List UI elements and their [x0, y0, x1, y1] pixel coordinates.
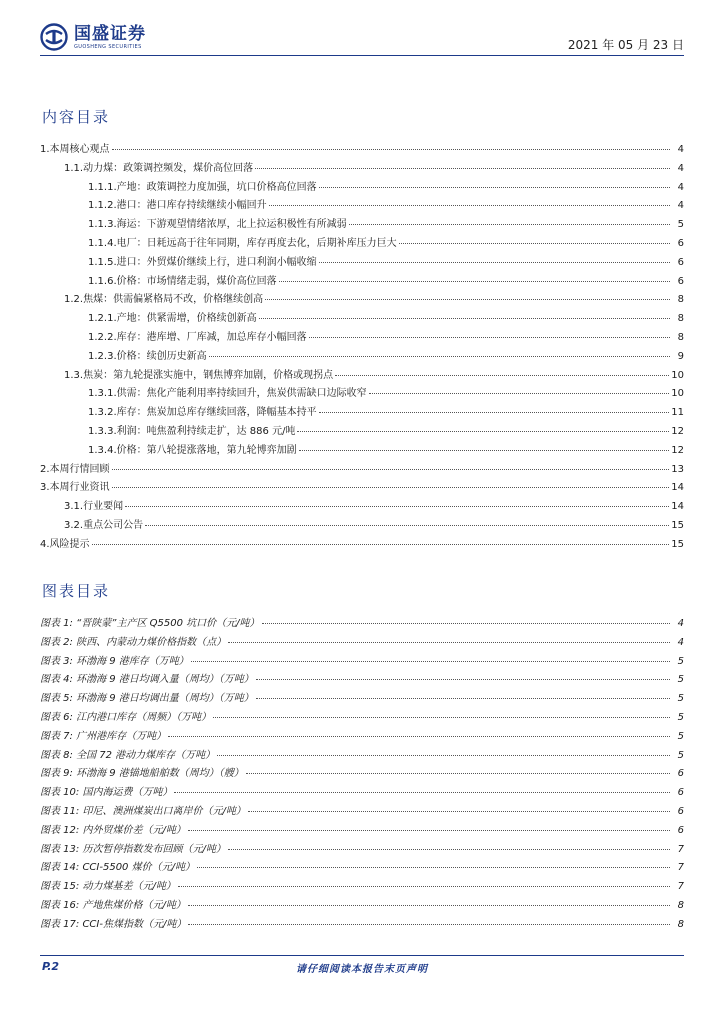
figure-entry-page-number: 6	[677, 787, 684, 799]
figure-entry[interactable]	[40, 746, 684, 765]
toc-entry-title: 1.3.4.价格：第八轮提涨落地，第九轮博弈加剧	[88, 444, 297, 456]
table-of-contents	[40, 140, 684, 554]
dot-leader	[248, 811, 670, 812]
toc-entry-title: 1.3.焦炭：第九轮提涨实施中，钢焦博弈加剧，价格或现拐点	[64, 369, 334, 381]
figure-entry-title: 图表 12: 内外贸煤价差（元/吨）	[40, 824, 186, 836]
footer-divider	[40, 955, 684, 956]
toc-entry-title: 1.3.3.利润：吨焦盈利持续走扩，达 886 元/吨	[88, 425, 296, 437]
page-header	[0, 0, 724, 58]
dot-leader	[174, 792, 670, 793]
figure-entry[interactable]	[40, 877, 684, 896]
toc-entry-title: 1.2.1.产地：供紧需增，价格续创新高	[88, 313, 257, 325]
dot-leader	[335, 375, 669, 376]
toc-entry-title: 1.1.4.电厂：日耗远高于往年同期，库存再度去化，后期补库压力巨大	[88, 237, 397, 249]
toc-entry[interactable]	[40, 497, 684, 516]
figure-entry-title: 图表 16: 产地焦煤价格（元/吨）	[40, 899, 186, 911]
header-divider	[40, 55, 684, 56]
dot-leader	[399, 243, 670, 244]
dot-leader	[256, 698, 670, 699]
toc-entry-page-number: 8	[677, 331, 684, 343]
figure-entry-page-number: 6	[677, 805, 684, 817]
figure-entry[interactable]	[40, 633, 684, 652]
company-logo	[40, 20, 146, 54]
toc-entry-title: 3.2.重点公司公告	[64, 519, 144, 531]
dot-leader	[197, 867, 670, 868]
figure-entry[interactable]	[40, 802, 684, 821]
figure-entry-page-number: 5	[677, 674, 684, 686]
figure-entry-page-number: 6	[677, 768, 684, 780]
toc-entry-title: 3.本周行业资讯	[40, 482, 110, 494]
figure-entry-page-number: 8	[677, 918, 684, 930]
dot-leader	[188, 905, 670, 906]
toc-entry[interactable]	[40, 196, 684, 215]
figure-entry-page-number: 7	[677, 862, 684, 874]
dot-leader	[217, 755, 670, 756]
figure-entry[interactable]	[40, 821, 684, 840]
toc-entry[interactable]	[40, 384, 684, 403]
toc-entry-page-number: 6	[677, 256, 684, 268]
figure-entry-title: 图表 4: 环渤海 9 港日均调入量（周均）（万吨）	[40, 674, 254, 686]
toc-entry-page-number: 8	[677, 294, 684, 306]
figure-entry-title: 图表 15: 动力煤基差（元/吨）	[40, 881, 176, 893]
dot-leader	[259, 318, 670, 319]
figure-entry-title: 图表 5: 环渤海 9 港日均调出量（周均）（万吨）	[40, 693, 254, 705]
figure-entry-title: 图表 7: 广州港库存（万吨）	[40, 730, 167, 742]
figure-entry-title: 图表 1: “晋陕蒙”主产区 Q5500 坑口价（元/吨）	[40, 618, 260, 629]
figure-entry-title: 图表 14: CCI-5500 煤价（元/吨）	[40, 862, 195, 874]
toc-entry[interactable]	[40, 159, 684, 178]
figure-entry-page-number: 4	[677, 618, 684, 629]
figures-title: 图表目录	[42, 582, 111, 600]
figure-entry-page-number: 5	[677, 711, 684, 723]
figure-entry-page-number: 5	[677, 749, 684, 761]
figure-entry-title: 图表 13: 历次暂停指数发布回顾（元/吨）	[40, 843, 226, 855]
figure-entry[interactable]	[40, 840, 684, 859]
dot-leader	[228, 642, 670, 643]
figure-entry-page-number: 5	[677, 730, 684, 742]
brand-name: 国盛证券	[74, 23, 146, 44]
dot-leader	[112, 469, 670, 470]
toc-entry-title: 1.2.2.库存：港库增、厂库减，加总库存小幅回落	[88, 331, 307, 343]
dot-leader	[309, 337, 670, 338]
toc-entry[interactable]	[40, 272, 684, 291]
dot-leader	[319, 262, 670, 263]
dot-leader	[246, 773, 670, 774]
figure-entry[interactable]	[40, 689, 684, 708]
toc-entry[interactable]	[40, 234, 684, 253]
dot-leader	[209, 356, 670, 357]
dot-leader	[145, 525, 669, 526]
figure-list	[40, 614, 684, 934]
toc-entry-page-number: 4	[677, 162, 684, 174]
dot-leader	[125, 506, 669, 507]
dot-leader	[299, 450, 670, 451]
toc-entry-title: 1.2.焦煤：供需偏紧格局不改，价格继续创高	[64, 294, 264, 306]
dot-leader	[191, 661, 670, 662]
figure-entry[interactable]	[40, 858, 684, 877]
toc-entry-page-number: 12	[671, 425, 684, 437]
figure-entry-title: 图表 6: 江内港口库存（周频）（万吨）	[40, 711, 212, 723]
figure-entry-title: 图表 2: 陕西、内蒙动力煤价格指数（点）	[40, 636, 227, 648]
toc-entry[interactable]	[40, 347, 684, 366]
figure-entry[interactable]	[40, 708, 684, 727]
toc-entry-title: 1.1.5.进口：外贸煤价继续上行，进口利润小幅收缩	[88, 256, 317, 268]
toc-entry[interactable]	[40, 140, 684, 159]
toc-entry[interactable]	[40, 478, 684, 497]
report-date: 2021 年 05 月 23 日	[567, 38, 684, 52]
toc-entry-page-number: 4	[677, 181, 684, 193]
dot-leader	[262, 623, 671, 624]
figure-entry-title: 图表 10: 国内海运费（万吨）	[40, 787, 173, 799]
toc-entry-title: 1.1.3.海运：下游观望情绪浓厚，北上拉运积极性有所减弱	[88, 219, 347, 231]
toc-entry-page-number: 6	[677, 237, 684, 249]
toc-entry[interactable]	[40, 215, 684, 234]
figure-entry-page-number: 5	[677, 693, 684, 705]
toc-entry-page-number: 4	[677, 200, 684, 212]
toc-entry-title: 2.本周行情回顾	[40, 463, 110, 475]
figure-entry[interactable]	[40, 670, 684, 689]
toc-entry[interactable]	[40, 366, 684, 385]
toc-entry-page-number: 5	[677, 219, 684, 231]
toc-entry-page-number: 15	[671, 538, 684, 550]
figure-entry-title: 图表 11: 印尼、澳洲煤炭出口离岸价（元/吨）	[40, 805, 246, 817]
toc-entry-page-number: 6	[677, 275, 684, 287]
toc-entry-page-number: 9	[677, 350, 684, 362]
toc-entry-title: 1.2.3.价格：续创历史新高	[88, 350, 207, 362]
figure-entry[interactable]	[40, 915, 684, 934]
toc-entry[interactable]	[40, 328, 684, 347]
toc-entry-title: 1.1.动力煤：政策调控频发，煤价高位回落	[64, 162, 254, 174]
toc-entry-page-number: 12	[671, 444, 684, 456]
toc-entry[interactable]	[40, 516, 684, 535]
dot-leader	[319, 412, 670, 413]
toc-entry-title: 3.1.行业要闻	[64, 501, 124, 513]
figure-entry-page-number: 7	[677, 881, 684, 893]
toc-entry-title: 4.风险提示	[40, 538, 90, 550]
disclaimer-text: 请仔细阅读本报告末页声明	[296, 964, 428, 975]
figure-entry[interactable]	[40, 652, 684, 671]
dot-leader	[319, 187, 670, 188]
dot-leader	[297, 431, 669, 432]
toc-entry-page-number: 14	[671, 501, 684, 513]
dot-leader	[269, 205, 670, 206]
dot-leader	[279, 281, 670, 282]
figure-entry[interactable]	[40, 783, 684, 802]
toc-entry-page-number: 15	[671, 519, 684, 531]
toc-entry-page-number: 10	[671, 388, 684, 400]
figure-entry-page-number: 7	[677, 843, 684, 855]
figure-entry-page-number: 6	[677, 824, 684, 836]
figure-entry-title: 图表 3: 环渤海 9 港库存（万吨）	[40, 655, 189, 667]
dot-leader	[228, 849, 670, 850]
dot-leader	[256, 679, 670, 680]
figure-entry-title: 图表 8: 全国 72 港动力煤库存（万吨）	[40, 749, 216, 761]
toc-entry-title: 1.3.1.供需：焦化产能利用率持续回升，焦炭供需缺口边际收窄	[88, 388, 367, 400]
toc-entry-title: 1.3.2.库存：焦炭加总库存继续回落，降幅基本持平	[88, 407, 317, 419]
dot-leader	[255, 168, 670, 169]
toc-entry-page-number: 14	[671, 482, 684, 494]
dot-leader	[112, 487, 670, 488]
toc-entry[interactable]	[40, 403, 684, 422]
toc-entry-title: 1.1.1.产地：政策调控力度加强，坑口价格高位回落	[88, 181, 317, 193]
toc-entry-page-number: 4	[677, 144, 684, 155]
figure-entry[interactable]	[40, 727, 684, 746]
toc-entry-title: 1.本周核心观点	[40, 144, 110, 155]
dot-leader	[369, 393, 670, 394]
dot-leader	[188, 830, 670, 831]
toc-entry[interactable]	[40, 178, 684, 197]
figure-entry-title: 图表 17: CCI-焦煤指数（元/吨）	[40, 918, 187, 930]
toc-entry[interactable]	[40, 535, 684, 554]
dot-leader	[349, 224, 670, 225]
brand-subtitle: GUOSHENG SECURITIES	[74, 43, 142, 50]
page-number: P.2	[42, 960, 60, 973]
dot-leader	[112, 149, 670, 150]
toc-entry-page-number: 11	[671, 407, 684, 419]
toc-entry-title: 1.1.6.价格：市场情绪走弱，煤价高位回落	[88, 275, 277, 287]
dot-leader	[213, 717, 670, 718]
toc-entry-page-number: 10	[671, 369, 684, 381]
figure-entry[interactable]	[40, 896, 684, 915]
toc-entry[interactable]	[40, 460, 684, 479]
dot-leader	[178, 886, 670, 887]
dot-leader	[168, 736, 670, 737]
figure-entry-title: 图表 9: 环渤海 9 港锚地船舶数（周均）（艘）	[40, 768, 244, 780]
guosheng-logo-icon	[40, 23, 68, 51]
figure-entry[interactable]	[40, 764, 684, 783]
figure-entry-page-number: 8	[677, 899, 684, 911]
toc-entry[interactable]	[40, 441, 684, 460]
toc-entry-page-number: 8	[677, 313, 684, 325]
dot-leader	[188, 924, 670, 925]
toc-entry-page-number: 13	[671, 463, 684, 475]
figure-entry[interactable]	[40, 614, 684, 633]
toc-entry-title: 1.1.2.港口：港口库存持续继续小幅回升	[88, 200, 267, 212]
toc-entry[interactable]	[40, 309, 684, 328]
toc-title: 内容目录	[42, 108, 111, 126]
figure-entry-page-number: 4	[677, 636, 684, 648]
figure-entry-page-number: 5	[677, 655, 684, 667]
toc-entry[interactable]	[40, 422, 684, 441]
dot-leader	[92, 544, 670, 545]
toc-entry[interactable]	[40, 290, 684, 309]
dot-leader	[265, 299, 670, 300]
toc-entry[interactable]	[40, 253, 684, 272]
